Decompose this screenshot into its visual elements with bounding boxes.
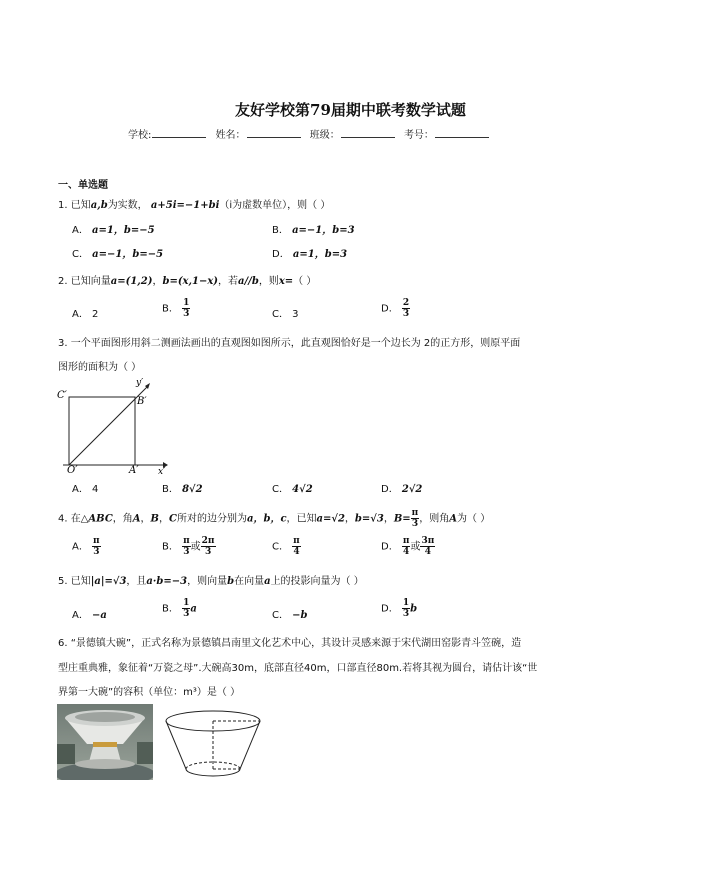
- question-text: ，: [159, 513, 169, 525]
- option-label: B．: [272, 225, 289, 236]
- math-expr: a//b: [238, 276, 259, 287]
- question-6-line3: 界第一大碗”的容积（单位：m³）是（ ）: [58, 687, 241, 698]
- math-expr: a·b=−3: [146, 576, 188, 587]
- q4-option-b[interactable]: [162, 536, 216, 557]
- option-label: B．: [162, 541, 179, 553]
- option-label: A．: [72, 225, 89, 236]
- label-y: y′: [136, 378, 144, 388]
- question-text: ，已知: [286, 513, 317, 525]
- question-number: 1.: [58, 200, 68, 211]
- q4-option-a[interactable]: [72, 536, 101, 557]
- question-6: [58, 634, 521, 649]
- math-expr: a=(1,2): [110, 276, 153, 287]
- question-text: ，若: [218, 276, 239, 287]
- fraction: $\frac{\pi}{3}$: [411, 508, 419, 529]
- number-blank: [435, 128, 489, 138]
- option-value: −a: [92, 610, 107, 621]
- question-text: ，: [140, 513, 151, 525]
- question-text: ，角: [112, 513, 133, 525]
- math-expr: |a|=√3: [90, 576, 127, 587]
- name-blank: [247, 128, 301, 138]
- question-text: 一个平面图形用斜二测画法画出的直观图如图所示，此直观图恰好是一个边长为 2的正方形，则原平面: [70, 338, 521, 349]
- math-expr: B=: [393, 513, 411, 525]
- fraction: $\frac{\pi}{3}$: [183, 536, 190, 557]
- question-text: 在: [70, 513, 81, 525]
- option-value: 4√2: [292, 484, 313, 495]
- option-value: 3: [292, 309, 299, 320]
- class-label: 班级：: [309, 130, 340, 141]
- math-expr: x=: [278, 276, 294, 287]
- question-text: 为（ ）: [457, 513, 491, 525]
- label-x: x′: [158, 467, 166, 476]
- question-text: ，则: [258, 276, 279, 287]
- question-1: [58, 196, 330, 211]
- option-label: C．: [272, 309, 289, 320]
- math-expr: b=√3: [354, 513, 384, 525]
- section-heading: 一、单选题: [58, 180, 108, 191]
- option-value: a=−1，b=−5: [92, 249, 164, 260]
- option-label: A．: [72, 309, 89, 320]
- option-value: 2: [92, 309, 99, 320]
- option-label: B．: [162, 303, 179, 315]
- fraction: $\frac{1}{3}$: [183, 598, 190, 619]
- question-text: （i为虚数单位），则（ ）: [219, 200, 331, 211]
- math-expr: B: [150, 513, 159, 525]
- q1-option-d[interactable]: [272, 245, 347, 260]
- question-text: 所对的边分别为: [176, 513, 247, 525]
- fraction: $\frac{1}{3}$: [183, 298, 190, 319]
- question-2: 2. 已知向量a=(1,2)，b=(x,1−x)，若a//b，则x=（ ）: [58, 276, 317, 287]
- math-expr: a: [264, 576, 271, 587]
- q4-option-c[interactable]: [272, 536, 301, 557]
- option-label: B．: [162, 603, 179, 615]
- class-blank: [341, 128, 395, 138]
- or-text: 或: [190, 541, 201, 553]
- question-text: 已知: [70, 576, 91, 587]
- label-c: C′: [57, 390, 67, 401]
- option-value: 8√2: [182, 484, 203, 495]
- option-label: C．: [272, 484, 289, 495]
- option-label: A．: [72, 541, 89, 553]
- question-3-line2: 图形的面积为（ ）: [58, 362, 142, 373]
- question-4: [58, 508, 490, 529]
- option-label: A．: [72, 610, 89, 621]
- option-label: D．: [381, 484, 399, 495]
- q2-option-d[interactable]: [381, 298, 410, 319]
- name-label: 姓名：: [215, 130, 246, 141]
- option-value: a: [190, 603, 197, 615]
- student-info-line: [128, 126, 495, 141]
- fraction: $\frac{\pi}{3}$: [93, 536, 100, 557]
- math-expr: A: [449, 513, 458, 525]
- option-value: −b: [292, 610, 308, 621]
- frustum-figure: [163, 704, 263, 782]
- question-number: 5.: [58, 576, 68, 587]
- fraction: $\frac{\pi}{4}$: [402, 536, 410, 557]
- option-value: a=−1，b=3: [292, 225, 355, 236]
- q5-option-a[interactable]: [72, 606, 107, 621]
- q5-option-d[interactable]: [381, 598, 417, 619]
- fraction: $\frac{2\pi}{3}$: [201, 536, 215, 557]
- option-label: D．: [381, 603, 399, 615]
- question-text: “景德镇大碗”，正式名称为景德镇昌南里文化艺术中心，其设计灵感来源于宋代湖田窑影青斗笠碗，造: [70, 638, 522, 649]
- number-label: 考号：: [403, 130, 434, 141]
- label-a: A′: [129, 465, 139, 476]
- fraction: $\frac{1}{3}$: [402, 598, 410, 619]
- question-text: 已知向量: [70, 276, 111, 287]
- jingdezhen-bowl-photo: [57, 704, 153, 780]
- option-value: a=1，b=3: [292, 249, 348, 260]
- q2-option-b[interactable]: [162, 298, 190, 319]
- question-number: 2.: [58, 276, 68, 287]
- question-text: ，则向量: [187, 576, 228, 587]
- question-text: 在向量: [234, 576, 265, 587]
- question-text: （ ）: [293, 276, 317, 287]
- question-text: 为实数，: [107, 200, 148, 211]
- q3-option-d[interactable]: [381, 480, 422, 495]
- q1-option-a[interactable]: [72, 221, 155, 236]
- q5-option-c[interactable]: [272, 606, 308, 621]
- or-text: 或: [410, 541, 421, 553]
- math-expr: b=(x,1−x): [162, 276, 219, 287]
- option-label: C．: [272, 541, 289, 553]
- fraction: $\frac{\pi}{4}$: [293, 536, 300, 557]
- math-expr: a,b: [90, 200, 108, 211]
- math-expr: a+5i=−1+bi: [150, 200, 220, 211]
- option-value: b: [410, 603, 418, 615]
- option-value: a=1，b=−5: [92, 225, 155, 236]
- math-expr: A: [132, 513, 141, 525]
- q1-option-b[interactable]: [272, 221, 355, 236]
- question-3: [58, 334, 520, 349]
- option-label: D．: [381, 541, 399, 553]
- option-value: 2√2: [401, 484, 423, 495]
- q4-option-d[interactable]: [381, 536, 435, 557]
- q1-option-c[interactable]: [72, 245, 163, 260]
- question-text: ，则角: [419, 513, 450, 525]
- page-title: 友好学校第79届期中联考数学试题: [235, 101, 466, 119]
- school-label: 学校:: [128, 130, 152, 141]
- option-label: B．: [162, 484, 179, 495]
- q3-option-b[interactable]: [162, 480, 203, 495]
- question-number: 3.: [58, 338, 68, 349]
- math-expr: a=√2: [316, 513, 345, 525]
- question-5: [58, 572, 364, 587]
- label-b: B′: [137, 396, 147, 407]
- option-label: C．: [272, 610, 289, 621]
- question-text: 上的投影向量为（ ）: [270, 576, 364, 587]
- fraction: $\frac{3\pi}{4}$: [421, 536, 435, 557]
- question-text: ，: [344, 513, 355, 525]
- question-text: 已知: [70, 200, 91, 211]
- question-text: ，且: [126, 576, 147, 587]
- math-expr: C: [169, 513, 177, 525]
- q2-option-c[interactable]: [272, 305, 299, 320]
- question-number: 4.: [58, 513, 68, 525]
- question-6-line2: 型庄重典雅，象征着“万瓷之母”.大碗高30m，底部直径40m，口部直径80m.若将其视为圆台，请估计该“世: [58, 663, 538, 674]
- q3-option-c[interactable]: [272, 480, 313, 495]
- math-expr: b: [227, 576, 235, 587]
- math-expr: △ABC: [80, 513, 113, 525]
- option-label: A．: [72, 484, 89, 495]
- oblique-square-figure: [55, 376, 170, 476]
- option-label: D．: [381, 303, 399, 315]
- question-text: ，: [383, 513, 394, 525]
- school-blank: [152, 128, 206, 138]
- label-o: O′: [67, 465, 78, 476]
- math-expr: a，b，c: [246, 513, 287, 525]
- q3-option-a[interactable]: [72, 480, 98, 495]
- question-number: 6.: [58, 638, 68, 649]
- q2-option-a[interactable]: [72, 305, 98, 320]
- option-label: C．: [72, 249, 89, 260]
- option-label: D．: [272, 249, 290, 260]
- q5-option-b[interactable]: [162, 598, 197, 619]
- fraction: $\frac{2}{3}$: [402, 298, 410, 319]
- option-value: 4: [92, 484, 99, 495]
